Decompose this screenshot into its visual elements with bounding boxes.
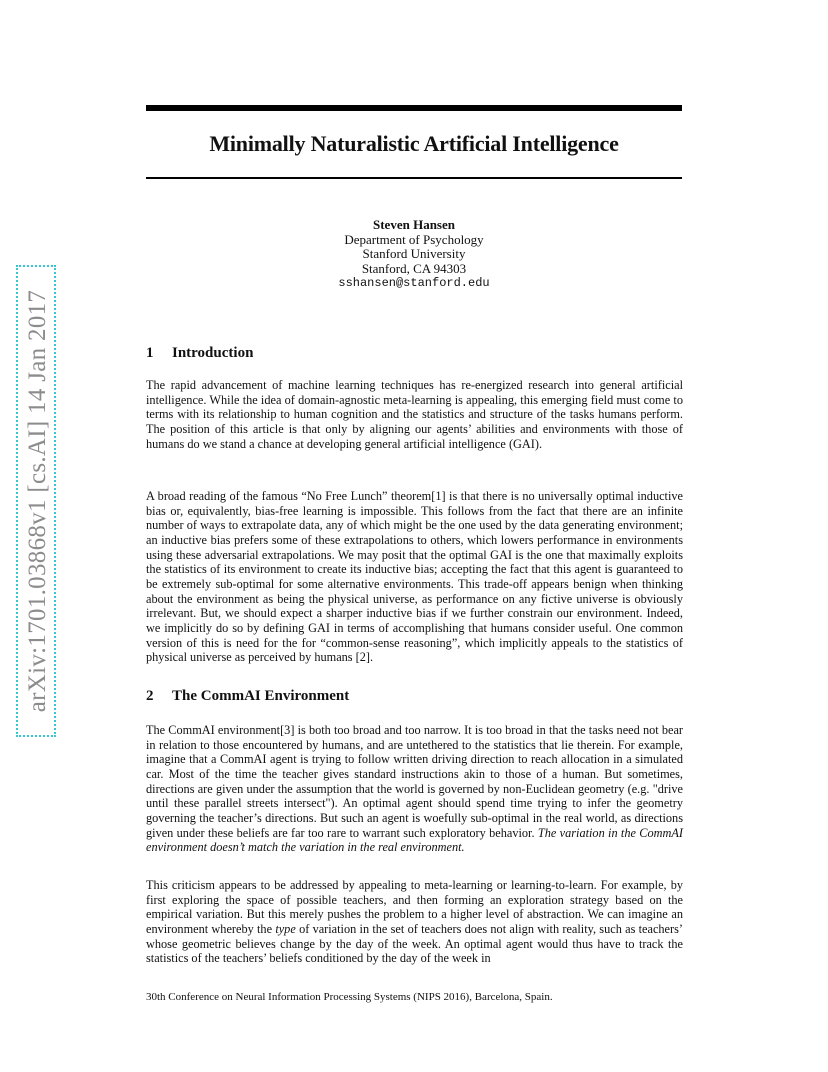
- paragraph-intro-1: The rapid advancement of machine learning techniques has re-energized research into general artificial intelligence. While the idea of domain-agnostic meta-learning is appealing, this emerging field must come to terms with its relationship to human cognition and the statistics and structure of the tasks humans perform. The position of this article is that only by aligning our agents’ abilities and environments with those of humans do we stand a chance at developing general artificial intelligence (GAI).: [146, 378, 683, 451]
- section-title: Introduction: [172, 345, 254, 361]
- paragraph-text: The CommAI environment[3] is both too broad and too narrow. It is too broad in that the tasks need not bear in relation to those encountered by humans, and are untethered to the statistics that lie therein. For example, imagine that a CommAI agent is trying to follow written driving direction to reach allocation in a simulated car. Most of the time the teacher gives standard instructions akin to those of a human. But sometimes, directions are given under the assumption that the world is governed by non-Euclidean geometry (e.g. "drive until these parallel streets intersect"). An optimal agent should spend time trying to infer the geometry governing the teacher’s directions. But such an agent is woefully sub-optimal in the real world, as directions given under these beliefs are far too rare to warrant such exploratory behavior.: [146, 723, 683, 840]
- section-number: 1: [146, 345, 154, 361]
- author-department: Department of Psychology: [344, 231, 484, 247]
- paragraph-commai-2: [146, 878, 683, 966]
- arxiv-stamp: arXiv:1701.03868v1 [cs.AI] 14 Jan 2017: [16, 265, 56, 737]
- paragraph-text: This criticism appears to be addressed by appealing to meta-learning or learning-to-learn. For example, by first exploring the space of possible teachers, and then forming an exploration strategy based on the empirical variation. But this merely pushes the problem to a higher level of abstraction. We can imagine an environment whereby the: [146, 878, 683, 936]
- paragraph-commai-1: [146, 723, 683, 855]
- paragraph-text: of variation in the set of teachers does not align with reality, such as teachers’ whose geometric believes change by the day of the week. An optimal agent would thus have to track the statistics of the teachers’ beliefs conditioned by the day of the week in: [146, 921, 683, 966]
- author-email: sshansen@stanford.edu: [338, 276, 490, 291]
- paragraph-intro-2: A broad reading of the famous “No Free Lunch” theorem[1] is that there is no universally optimal inductive bias or, equivalently, bias-free learning is impossible. This follows from the fact that there are an infinite number of ways to extrapolate data, any of which might be the one used by the data generating environment; an inductive bias prefers some of these extrapolations to others, which lowers performance in environments using these adversarial extrapolations. We may posit that the optimal GAI is the one that maximally exploits the statistics of its environment to create its inductive bias; accepting the fact that this agent is guaranteed to be extremely sub-optimal for some alternative environments. This trade-off appears benign when thinking about the environment as being the physical universe, as performance on any fictive universe is obviously irrelevant. But, we should expect a sharper inductive bias if we further constrain our environment. Indeed, we implicitly do so by defining GAI in terms of accomplishing that humans consider useful. One common version of this is need for the for “common-sense reasoning”, which implicitly appeals to the statistics of physical universe as perceived by humans [2].: [146, 489, 683, 665]
- section-number: 2: [146, 688, 154, 704]
- author-name: Steven Hansen: [373, 217, 455, 232]
- author-university: Stanford University: [362, 246, 466, 262]
- title-top-rule: [146, 105, 682, 111]
- section-heading-introduction: [146, 345, 253, 362]
- title-bottom-rule: [146, 177, 682, 179]
- author-location: Stanford, CA 94303: [361, 260, 467, 276]
- section-title: The CommAI Environment: [172, 688, 350, 704]
- section-heading-commai: [146, 688, 349, 705]
- paragraph-italic-text: type: [275, 921, 296, 936]
- paragraph-italic-text: The variation in the CommAI environment doesn’t match the variation in the real environment.: [146, 825, 684, 855]
- paper-title: Minimally Naturalistic Artificial Intelligence: [209, 131, 619, 156]
- author-block: [146, 218, 682, 291]
- conference-footnote: 30th Conference on Neural Information Processing Systems (NIPS 2016), Barcelona, Spain.: [146, 991, 553, 1003]
